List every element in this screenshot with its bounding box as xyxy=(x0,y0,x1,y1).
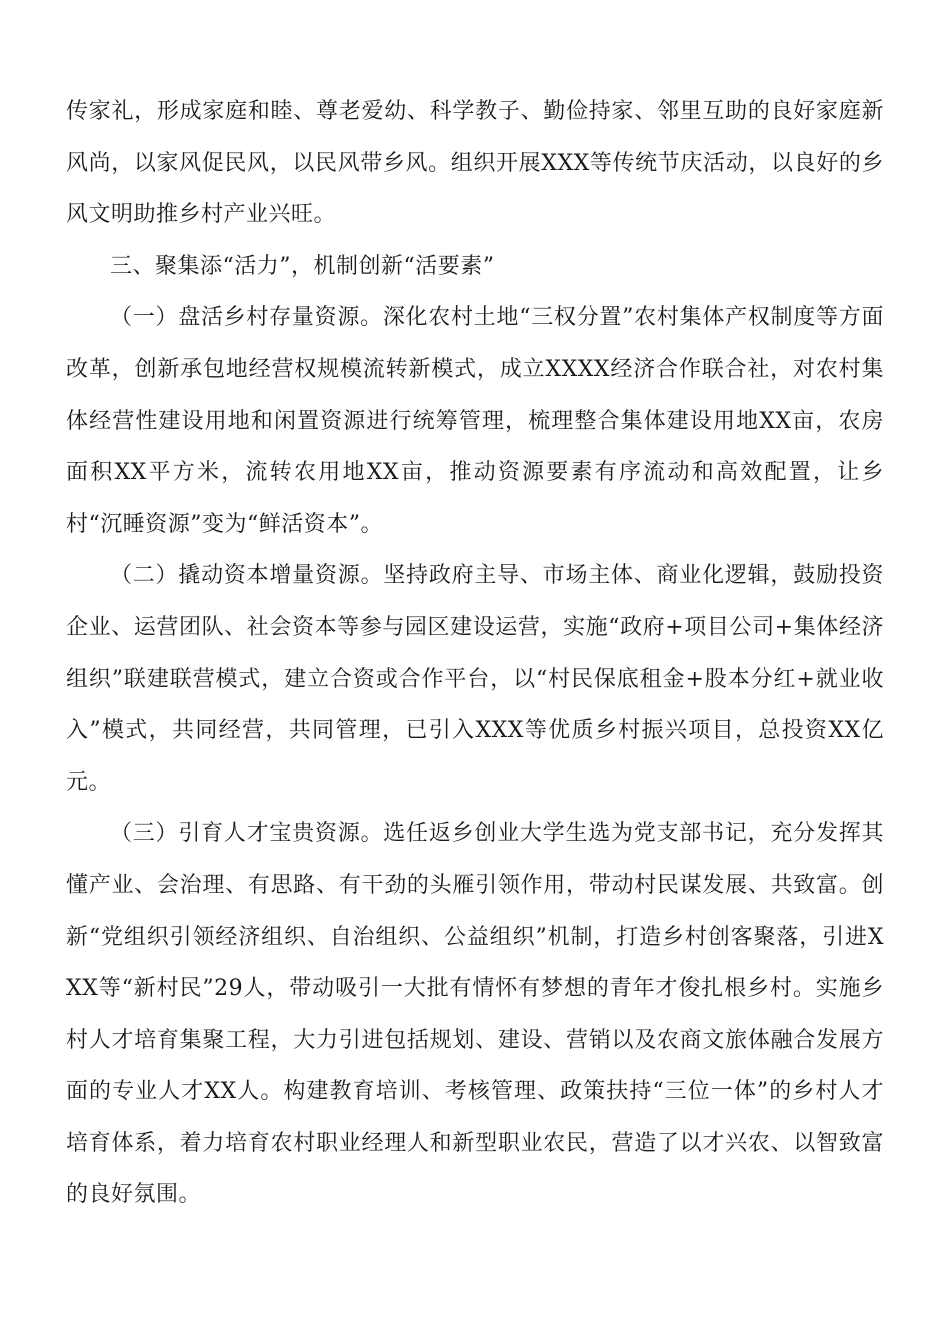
section-heading: 三、聚集添“活力”，机制创新“活要素” xyxy=(110,253,495,279)
paragraph-leverage-capital-resources: （二）撬动资本增量资源。坚持政府主导、市场主体、商业化逻辑，鼓励投资企业、运营团队、社会资本等参与园区建设运营，实施“政府+项目公司+集体经济组织”联建联营模式，建立合资或合作平台，以“村民保底租金+股本分红+就业收入”模式，共同经营，共同管理，已引入XXX等优质乡村振兴项目，总投资XX亿元。 xyxy=(66,563,884,795)
paragraph-talent-resources: （三）引育人才宝贵资源。选任返乡创业大学生选为党支部书记，充分发挥其懂产业、会治理、有思路、有干劲的头雁引领作用，带动村民谋发展、共致富。创新“党组织引领经济组织、自治组织、公益组织”机制，打造乡村创客聚落，引进XXX等“新村民”29人，带动吸引一大批有情怀有梦想的青年才俊扎根乡村。实施乡村人才培育集聚工程，大力引进包括规划、建设、营销以及农商文旅体融合发展方面的专业人才XX人。构建教育培训、考核管理、政策扶持“三位一体”的乡村人才培育体系，着力培育农村职业经理人和新型职业农民，营造了以才兴农、以智致富的良好氛围。 xyxy=(66,821,884,1208)
paragraph-continuation: 传家礼，形成家庭和睦、尊老爱幼、科学教子、勤俭持家、邻里互助的良好家庭新风尚，以家风促民风，以民风带乡风。组织开展XXX等传统节庆活动，以良好的乡风文明助推乡村产业兴旺。 xyxy=(66,99,884,228)
document-page xyxy=(66,86,884,1221)
paragraph-revitalize-stock-resources: （一）盘活乡村存量资源。深化农村土地“三权分置”农村集体产权制度等方面改革，创新承包地经营权规模流转新模式，成立XXXX经济合作联合社，对农村集体经营性建设用地和闲置资源进行统筹管理，梳理整合集体建设用地XX亩，农房面积XX平方米，流转农用地XX亩，推动资源要素有序流动和高效配置，让乡村“沉睡资源”变为“鲜活资本”。 xyxy=(66,305,884,537)
